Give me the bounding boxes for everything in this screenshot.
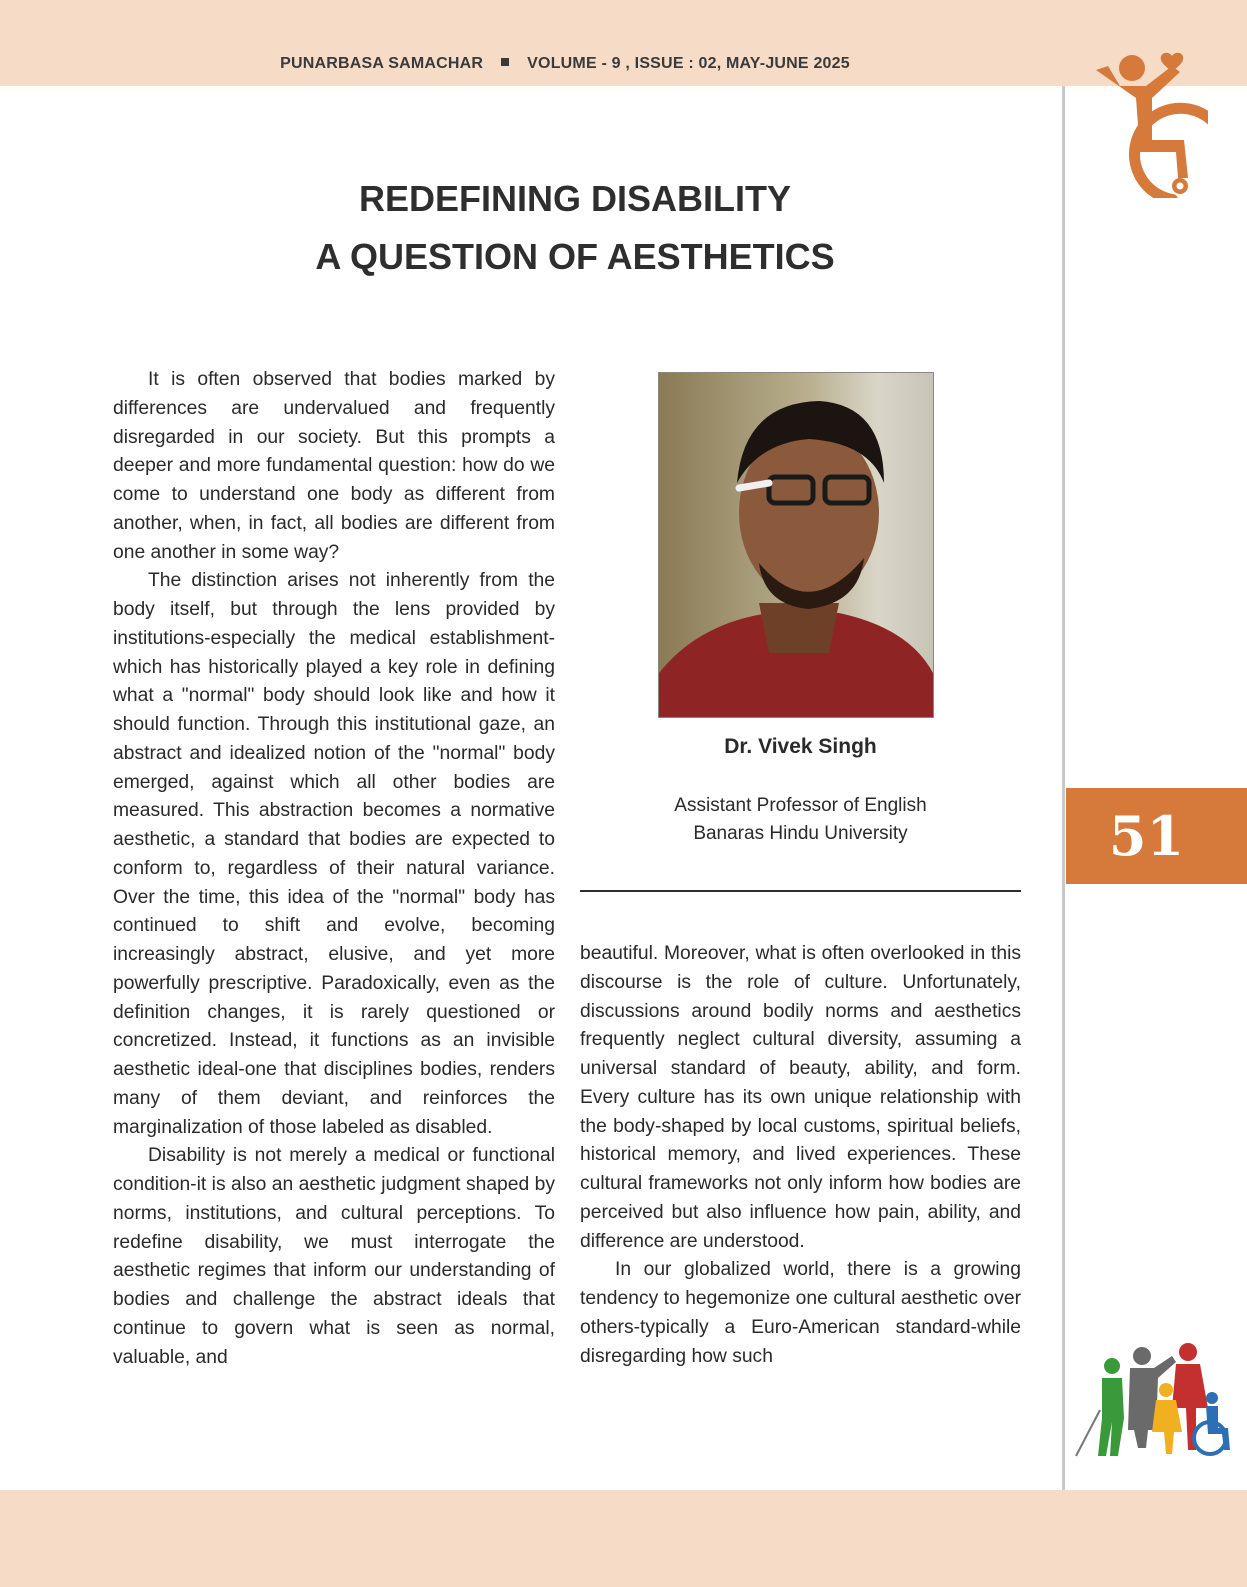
diverse-people-group-icon (1072, 1338, 1232, 1458)
margin-rule (1062, 86, 1065, 1490)
header-band (0, 0, 1247, 86)
publication-name: PUNARBASA SAMACHAR (280, 55, 484, 72)
wheelchair-person-heart-icon (1080, 48, 1208, 198)
author-photo (658, 372, 934, 718)
paragraph: In our globalized world, there is a growing tendency to hegemonize one cultural aesthetic over others-typically a Euro-American standard-while disregarding how such (580, 1259, 1021, 1367)
author-position: Assistant Professor of English (674, 795, 927, 816)
header-separator (501, 58, 509, 66)
paragraph: beautiful. Moreover, what is often overlooked in this discourse is the role of culture. Unfortunately, discussions around bodily norms and aesthetics frequently neglect cultural diversity, assuming a universal standard of beauty, ability, and form. Every culture has its own unique relationship with the body-shaped by local customs, spiritual beliefs, historical memory, and lived experiences. These cultural frameworks not only inform how bodies are perceived but also influence how pain, ability, and difference are understood. (580, 943, 1021, 1252)
paragraph: The distinction arises not inherently from the body itself, but through the lens provided by institutions-especially the medical establishment-which has historically played a key role in defining what a "normal" body should look like and how it should function. Through this institutional gaze, an abstract and idealized notion of the "normal" body emerged, against which all other bodies are measured. This abstraction becomes a normative aesthetic, a standard that bodies are expected to conform to, regardless of their natural variance. Over the time, this idea of the "normal" body has continued to shift and evolve, becoming increasingly abstract, elusive, and yet more powerfully prescriptive. Paradoxically, even as the definition changes, it is rarely questioned or concretized. Instead, it functions as an invisible aesthetic ideal-one that disciplines bodies, renders many of them deviant, and reinforces the marginalization of those labeled as disabled. (113, 570, 555, 1138)
title-line-2: A QUESTION OF AESTHETICS (315, 236, 835, 277)
article-title (200, 170, 950, 286)
author-affiliation (580, 792, 1021, 848)
article-column-2 (580, 940, 1021, 1371)
footer-band (0, 1490, 1247, 1587)
article-column-1 (113, 366, 555, 1372)
author-institution: Banaras Hindu University (693, 823, 908, 844)
divider (580, 890, 1021, 892)
author-name: Dr. Vivek Singh (724, 735, 877, 758)
page-number: 51 (1066, 788, 1247, 884)
running-header (0, 55, 1130, 73)
paragraph: Disability is not merely a medical or functional condition-it is also an aesthetic judgment shaped by norms, institutions, and cultural perceptions. To redefine disability, we must interrogate the aesthetic regimes that inform our understanding of bodies and challenge the abstract ideals that continue to govern what is seen as normal, valuable, and (113, 1145, 555, 1368)
issue-info: VOLUME - 9 , ISSUE : 02, MAY-JUNE 2025 (527, 55, 850, 72)
title-line-1: REDEFINING DISABILITY (358, 178, 792, 219)
paragraph: It is often observed that bodies marked by differences are undervalued and frequently disregarded in our society. But this prompts a deeper and more fundamental question: how do we come to understand one body as different from another, when, in fact, all bodies are different from one another in some way? (113, 369, 555, 563)
